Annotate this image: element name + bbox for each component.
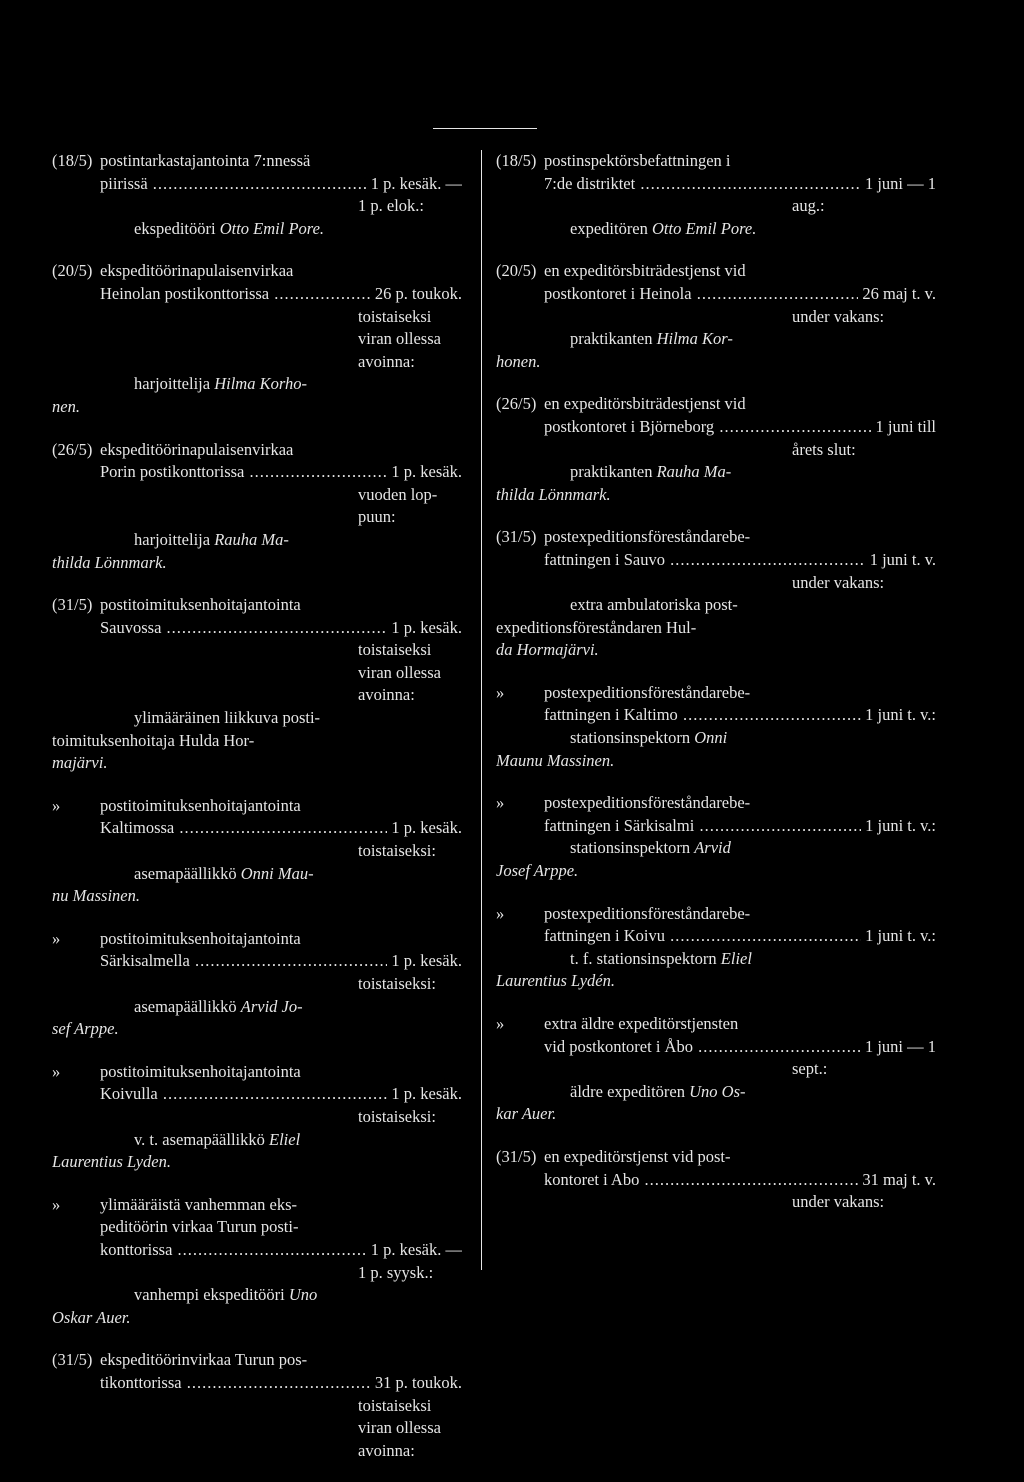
notice-entry (496, 903, 936, 993)
entry-gap (52, 1047, 462, 1061)
appointee-title: praktikanten (570, 462, 653, 482)
appointee-name: Laurentius Lydén. (496, 971, 615, 991)
entry-heading-line (496, 1146, 936, 1169)
notice-entry (52, 928, 462, 1041)
entry-term: 1 p. elok.: (358, 196, 424, 216)
entry-heading-line (496, 903, 936, 926)
entry-date: 31 maj t. v. (858, 1169, 936, 1192)
entry-date: 1 p. kesäk. (387, 817, 462, 840)
entry-heading-line (52, 795, 462, 818)
appointee-name-cont (52, 753, 107, 772)
appointee-title: stationsinspektorn (570, 728, 691, 748)
entry-dotted-line (52, 617, 462, 640)
appointee-name: thilda Lönnmark. (52, 552, 167, 572)
entry-heading-text: postexpeditionsföreståndarebe- (544, 793, 751, 813)
entry-place: postkontoret i Björneborg ..... (544, 417, 936, 436)
appointee-name-cont (52, 1308, 131, 1327)
entry-heading-text: postitoimituksenhoitajantointa (100, 595, 301, 615)
appointee-name: Oskar Auer. (52, 1307, 131, 1327)
entry-dotted-line (52, 950, 462, 973)
entry-appointee-cont (496, 750, 936, 773)
appointee-title: expeditören (570, 218, 648, 238)
appointee-name: nen. (52, 396, 80, 416)
entry-heading-text: ylimääräistä vanhemman eks- (100, 1194, 298, 1214)
entry-term: toistaiseksi (358, 306, 432, 326)
notice-entry (52, 1194, 462, 1330)
entry-dotted-line (496, 704, 936, 727)
entry-date-mark: (20/5) (496, 261, 537, 281)
entry-term: viran ollessa (358, 1418, 441, 1438)
entry-gap (52, 425, 462, 439)
entry-appointee (52, 1284, 462, 1307)
entry-term: avoinna: (358, 351, 415, 371)
entry-place: Kaltimossa ..... (100, 818, 462, 837)
entry-gap (52, 781, 462, 795)
appointee-name-cont (496, 485, 611, 504)
entry-appointee (496, 461, 936, 484)
appointee-line: toimituksenhoitaja Hulda Hor- (52, 730, 255, 750)
appointee-name-cont (52, 1152, 171, 1171)
entry-term: under vakans: (792, 306, 885, 326)
appointee-name-cont (52, 886, 140, 905)
entry-appointee-cont (496, 484, 936, 507)
entry-dotted-line (496, 925, 936, 948)
entry-gap (496, 778, 936, 792)
entry-date: 31 p. toukok. (371, 1372, 462, 1395)
entry-dotted-line (52, 1239, 462, 1262)
appointee-title: praktikanten (570, 329, 653, 349)
entry-term: toistaiseksi (358, 1395, 432, 1415)
appointee-name: Laurentius Lyden. (52, 1152, 171, 1172)
entry-appointee (52, 707, 462, 730)
entry-date: 1 juni — 1 (861, 1036, 936, 1059)
entry-heading-text: postitoimituksenhoitajantointa (100, 1061, 301, 1081)
entry-place: fattningen i Särkisalmi ..... (544, 816, 936, 835)
appointee-name: Otto Emil Pore. (219, 218, 325, 238)
entry-date: 1 p. kesäk. (387, 950, 462, 973)
appointee-title: extra ambulatoriska post- (570, 595, 738, 615)
entry-heading-line (52, 1194, 462, 1217)
entry-gap (496, 512, 936, 526)
entry-heading-text: en expeditörsbiträdestjenst vid (544, 394, 746, 414)
notice-entry (496, 1013, 936, 1126)
entry-heading-line (496, 526, 936, 549)
entry-place: vid postkontoret i Åbo ..... (544, 1037, 936, 1056)
entry-heading-line (496, 393, 936, 416)
notice-entry (52, 795, 462, 908)
appointee-title: asemapäällikkö (134, 996, 237, 1016)
entry-appointee-cont (52, 552, 462, 575)
header-rule (433, 128, 537, 129)
appointee-name: kar Auer. (496, 1104, 557, 1124)
appointee-name: honen. (496, 351, 541, 371)
entry-place: piirissä ..... (100, 174, 462, 193)
entry-heading-line (496, 792, 936, 815)
entry-heading-text: postexpeditionsföreståndarebe- (544, 903, 751, 923)
entry-term: sept.: (792, 1059, 828, 1079)
entry-heading-text: postexpeditionsföreståndarebe- (544, 682, 751, 702)
entry-heading-text: en expeditörstjenst vid post- (544, 1146, 731, 1166)
entry-appointee-cont (52, 885, 462, 908)
notice-entry (496, 393, 936, 506)
entry-appointee (52, 373, 462, 396)
entry-heading-text: ekspeditöörinapulaisenvirkaa (100, 261, 294, 281)
entry-term: avoinna: (358, 685, 415, 705)
entry-date-mark: » (52, 795, 61, 815)
notice-entry (52, 1061, 462, 1174)
entry-appointee-cont (52, 1151, 462, 1174)
entry-date: 1 p. kesäk. (387, 617, 462, 640)
entry-date-mark: (20/5) (52, 261, 93, 281)
entry-place: fattningen i Koivu ..... (544, 926, 936, 945)
entry-date: 1 juni t. v.: (861, 815, 936, 838)
entry-date: 1 juni t. v.: (861, 704, 936, 727)
entry-appointee (496, 218, 936, 241)
entry-appointee-cont (496, 351, 936, 374)
entry-place: kontoret i Abo ..... (544, 1170, 936, 1189)
entry-place: postkontoret i Heinola ..... (544, 284, 936, 303)
appointee-name: Rauha Ma- (656, 462, 732, 482)
appointee-title: stationsinspektorn (570, 838, 691, 858)
entry-appointee-cont (496, 639, 936, 662)
entry-heading-line (52, 439, 462, 462)
entry-date: 1 p. kesäk. — (367, 173, 462, 196)
appointee-title: harjoittelija (134, 374, 211, 394)
entry-dotted-line (496, 549, 936, 572)
entry-term: toistaiseksi: (358, 841, 436, 861)
appointee-title: ekspeditööri (134, 218, 216, 238)
appointee-title: asemapäällikkö (134, 863, 237, 883)
appointee-name-cont (496, 1104, 556, 1123)
entry-heading-text: postitoimituksenhoitajantointa (100, 795, 301, 815)
entry-term: 1 p. syysk.: (358, 1262, 434, 1282)
appointee-name: sef Arppe. (52, 1019, 119, 1039)
entry-date-mark: » (496, 793, 505, 813)
entry-date: 26 maj t. v. (858, 283, 936, 306)
entry-dotted-line (52, 461, 462, 484)
swedish-column (496, 150, 936, 1234)
entry-date-mark: (26/5) (496, 394, 537, 414)
appointee-name-cont (496, 861, 578, 880)
notice-entry (496, 526, 936, 662)
entry-dotted-line (496, 416, 936, 439)
entry-term: toistaiseksi (358, 640, 432, 660)
entry-dotted-line (496, 283, 936, 306)
entry-appointee-cont (52, 752, 462, 775)
appointee-name: thilda Lönnmark. (496, 484, 611, 504)
entry-dotted-line (52, 1083, 462, 1106)
entry-term: toistaiseksi: (358, 974, 436, 993)
appointee-title: ylimääräinen liikkuva posti- (134, 708, 321, 728)
entry-appointee (52, 863, 462, 886)
entry-date: 1 juni — 1 (861, 173, 936, 196)
entry-date-mark: (26/5) (52, 439, 93, 459)
entry-dotted-line (496, 815, 936, 838)
appointee-name-cont (52, 553, 167, 572)
entry-heading-text: peditöörin virkaa Turun posti- (100, 1217, 299, 1237)
notice-entry (52, 150, 462, 240)
entry-term: vuoden lop- (358, 484, 438, 504)
appointee-name: Hilma Korho- (214, 374, 307, 394)
entry-date-mark: » (496, 903, 505, 923)
entry-place: Koivulla ..... (100, 1084, 462, 1103)
appointee-title: v. t. asemapäällikkö (134, 1129, 265, 1149)
entry-heading-text: ekspeditöörinvirkaa Turun pos- (100, 1350, 308, 1370)
entry-heading-text: postitoimituksenhoitajantointa (100, 928, 301, 948)
entry-date: 26 p. toukok. (371, 283, 462, 306)
appointee-name: Otto Emil Pore. (652, 218, 757, 238)
appointee-name-cont (496, 352, 540, 371)
entry-appointee (496, 594, 936, 617)
entry-appointee (496, 1081, 936, 1104)
entry-date: 1 p. kesäk. — (367, 1239, 462, 1262)
entry-date-mark: » (52, 928, 61, 948)
entry-heading-line (496, 1013, 936, 1036)
entry-gap (496, 246, 936, 260)
entry-heading-line (52, 1216, 462, 1239)
entry-gap (52, 914, 462, 928)
entry-gap (496, 999, 936, 1013)
appointee-name: majärvi. (52, 753, 108, 773)
appointee-line: expeditionsföreståndaren Hul- (496, 617, 697, 637)
entry-appointee (52, 218, 462, 241)
notice-entry (496, 260, 936, 373)
appointee-name: Rauha Ma- (214, 529, 289, 549)
entry-heading-text: ekspeditöörinapulaisenvirkaa (100, 439, 294, 459)
appointee-name: Hilma Kor- (656, 329, 733, 349)
entry-heading-text: extra äldre expeditörstjensten (544, 1014, 739, 1033)
entry-heading-line (496, 260, 936, 283)
notice-entry (52, 439, 462, 575)
entry-gap (496, 668, 936, 682)
appointee-title: vanhempi ekspeditööri (134, 1285, 285, 1305)
notice-entry (52, 594, 462, 775)
entry-appointee-cont (496, 860, 936, 883)
entry-term: aug.: (792, 196, 825, 216)
appointee-name: Onni Mau- (240, 863, 314, 883)
entry-date: 1 juni t. v. (866, 549, 936, 572)
entry-appointee-cont (496, 1103, 936, 1126)
entry-gap (52, 1335, 462, 1349)
entry-heading-text: postinspektörsbefattningen i (544, 151, 731, 170)
entry-date-mark: » (496, 682, 505, 702)
appointee-name-cont (496, 971, 615, 990)
appointee-name: Josef Arppe. (496, 861, 579, 881)
appointee-name: Arvid Jo- (240, 996, 303, 1016)
appointee-name: nu Massinen. (52, 886, 140, 906)
entry-date-mark: » (496, 1014, 505, 1033)
entry-dotted-line (496, 173, 936, 196)
entry-heading-line (52, 1349, 462, 1372)
entry-place: fattningen i Kaltimo ..... (544, 705, 936, 724)
entry-term: avoinna: (358, 1440, 415, 1460)
entry-place: Sauvossa ..... (100, 618, 462, 637)
appointee-name-cont (496, 640, 599, 659)
entry-heading-line (496, 682, 936, 705)
entry-term: viran ollessa (358, 329, 441, 349)
entry-appointee (496, 837, 936, 860)
entry-appointee (496, 328, 936, 351)
entry-gap (496, 1220, 936, 1234)
entry-term: under vakans: (792, 1192, 885, 1212)
entry-appointee-cont (52, 396, 462, 419)
appointee-name: da Hormajärvi. (496, 640, 599, 660)
entry-heading-line (52, 260, 462, 283)
notice-entry (52, 1349, 462, 1462)
entry-gap (52, 1468, 462, 1482)
entry-gap (52, 246, 462, 260)
entry-appointee-cont (52, 1018, 462, 1041)
entry-date-mark: (31/5) (52, 595, 93, 615)
entry-heading-line (496, 150, 936, 173)
appointee-name: Eliel (720, 948, 752, 968)
entry-gap (52, 1180, 462, 1194)
entry-place: tikonttorissa ..... (100, 1373, 462, 1392)
entry-term: årets slut: (792, 439, 856, 459)
appointee-name: Arvid (694, 838, 731, 858)
finnish-column (52, 150, 462, 1482)
entry-date: 1 juni t. v.: (861, 925, 936, 948)
entry-dotted-line (52, 817, 462, 840)
notice-entry (496, 150, 936, 240)
appointee-title: t. f. stationsinspektorn (570, 948, 717, 968)
entry-term: toistaiseksi: (358, 1106, 436, 1126)
entry-heading-text: postexpeditionsföreståndarebe- (544, 527, 751, 547)
entry-gap (496, 379, 936, 393)
appointee-name: Eliel (269, 1129, 301, 1149)
appointee-name: Maunu Massinen. (496, 750, 615, 770)
appointee-name: Uno (288, 1285, 318, 1305)
notice-entry (496, 792, 936, 882)
entry-date-mark: » (52, 1061, 61, 1081)
entry-appointee (52, 996, 462, 1019)
entry-dotted-line (496, 1169, 936, 1192)
column-divider (481, 150, 482, 1270)
notice-entry (52, 260, 462, 418)
entry-date-mark: (18/5) (52, 151, 93, 170)
entry-date-mark: (31/5) (496, 1146, 537, 1166)
entry-appointee (52, 529, 462, 552)
appointee-name-cont (52, 397, 80, 416)
entry-place: Porin postikonttorissa ..... (100, 462, 462, 481)
entry-date-mark: » (52, 1194, 61, 1214)
entry-appointee-cont (496, 970, 936, 993)
entry-place: konttorissa ..... (100, 1240, 462, 1259)
entry-appointee (496, 948, 936, 971)
entry-heading-text: postintarkastajantointa 7:nnessä (100, 151, 311, 170)
entry-heading-line (52, 594, 462, 617)
entry-heading-line (52, 928, 462, 951)
entry-date: 1 juni till (871, 416, 936, 439)
entry-gap (52, 580, 462, 594)
entry-place: Särkisalmella ..... (100, 951, 462, 970)
entry-date-mark: (31/5) (52, 1350, 93, 1370)
entry-place: Heinolan postikonttorissa ..... (100, 284, 462, 303)
entry-dotted-line (52, 283, 462, 306)
entry-dotted-line (496, 1036, 936, 1059)
entry-date-mark: (18/5) (496, 151, 537, 170)
entry-dotted-line (52, 1372, 462, 1395)
entry-dotted-line (52, 173, 462, 196)
entry-appointee (496, 727, 936, 750)
appointee-title: harjoittelija (134, 529, 211, 549)
entry-place: fattningen i Sauvo ..... (544, 550, 936, 569)
entry-date: 1 p. kesäk. (387, 1083, 462, 1106)
entry-heading-line (52, 150, 462, 173)
notice-entry (496, 682, 936, 772)
appointee-name-cont (52, 1019, 119, 1038)
entry-gap (496, 1132, 936, 1146)
entry-term: viran ollessa (358, 662, 441, 682)
appointee-title: äldre expeditören (570, 1081, 685, 1101)
entry-gap (496, 889, 936, 903)
entry-date-mark: (31/5) (496, 527, 537, 547)
entry-heading-text: en expeditörsbiträdestjenst vid (544, 261, 746, 281)
appointee-name-cont (496, 751, 614, 770)
entry-appointee-cont (52, 1307, 462, 1330)
entry-term: puun: (358, 507, 396, 527)
entry-term: under vakans: (792, 572, 885, 592)
entry-date: 1 p. kesäk. (387, 461, 462, 484)
entry-heading-line (52, 1061, 462, 1084)
appointee-name: Onni (694, 728, 728, 748)
entry-appointee (52, 1129, 462, 1152)
entry-place: 7:de distriktet ..... (544, 174, 936, 193)
appointee-name: Uno Os- (689, 1081, 746, 1101)
notice-entry (496, 1146, 936, 1214)
